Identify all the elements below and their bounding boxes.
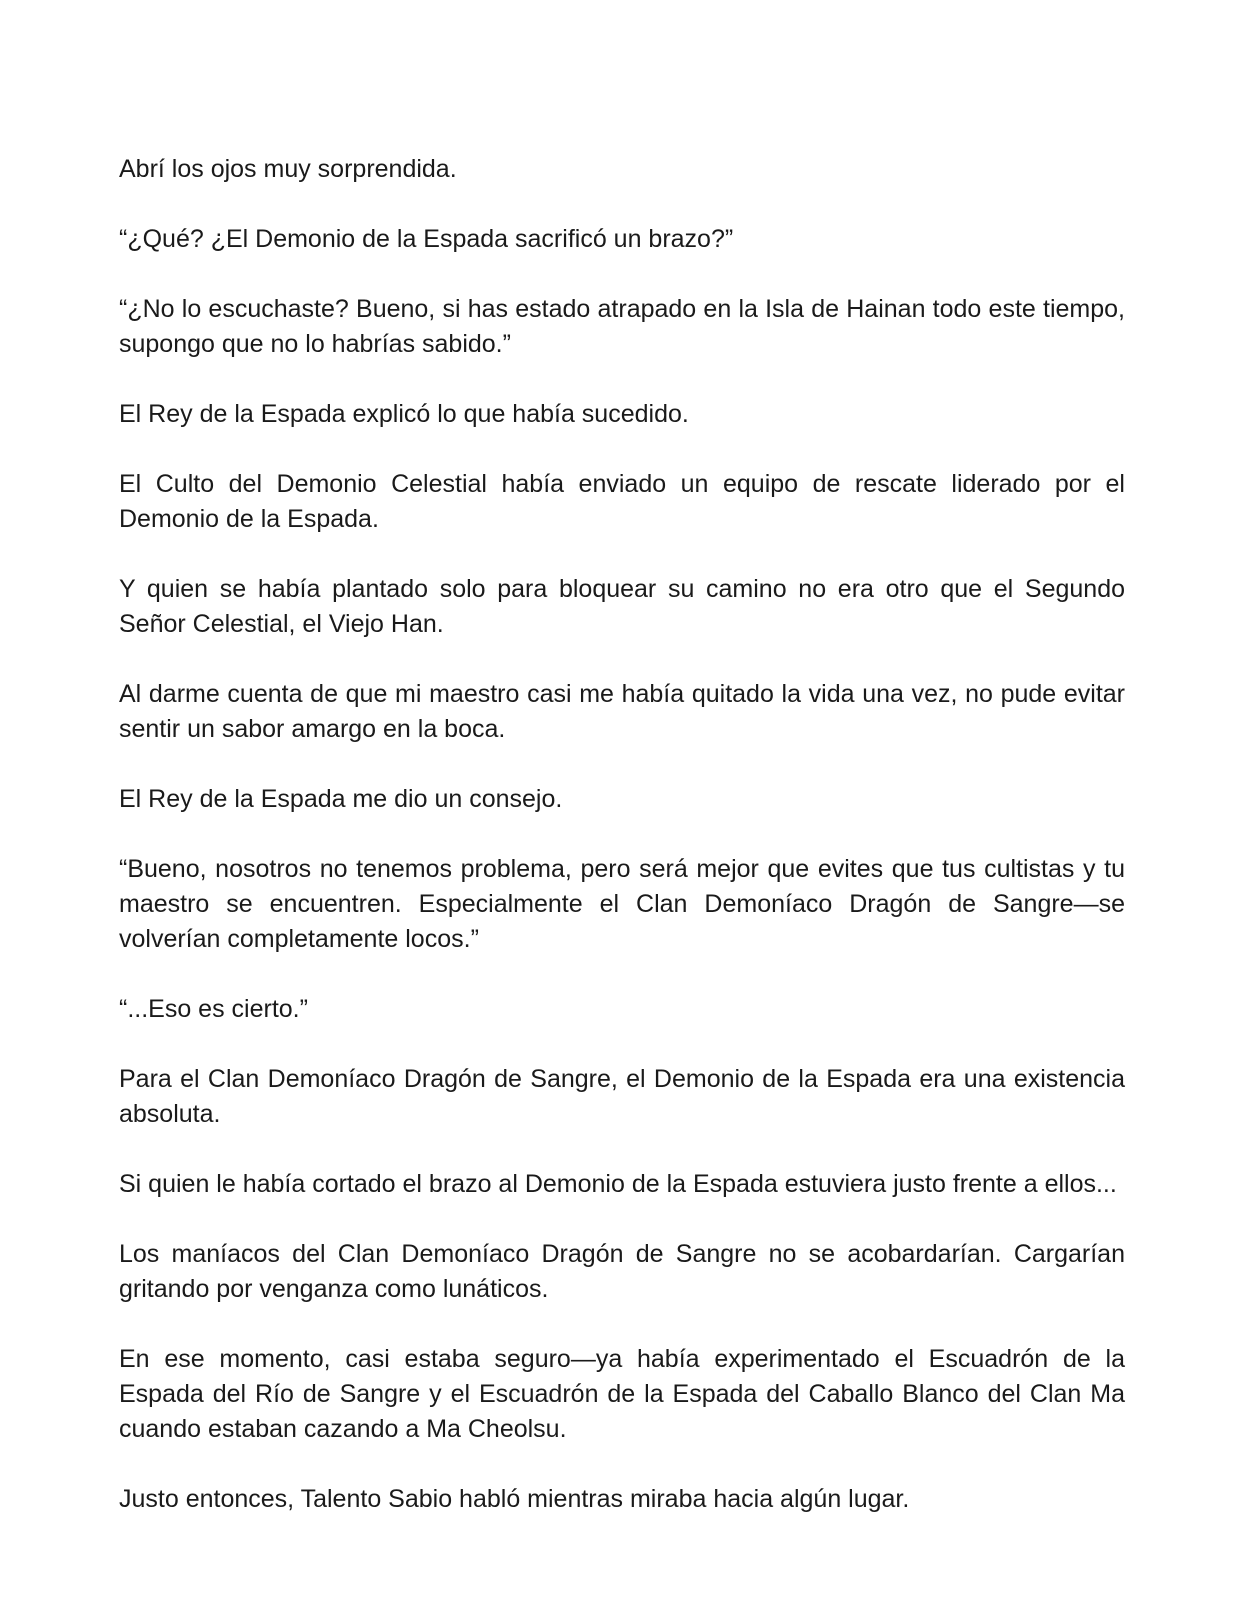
paragraph-11: Para el Clan Demoníaco Dragón de Sangre, el Demonio de la Espada era una existencia absoluta.	[119, 1065, 1125, 1128]
paragraph-12: Si quien le había cortado el brazo al Demonio de la Espada estuviera justo frente a ellos...	[119, 1170, 1117, 1198]
paragraph-13: Los maníacos del Clan Demoníaco Dragón de Sangre no se acobardarían. Cargarían gritando por venganza como lunáticos.	[119, 1240, 1125, 1303]
paragraph-3: “¿No lo escuchaste? Bueno, si has estado atrapado en la Isla de Hainan todo este tiempo, supongo que no lo habrías sabido.”	[119, 295, 1125, 358]
paragraph-2: “¿Qué? ¿El Demonio de la Espada sacrificó un brazo?”	[119, 225, 734, 253]
document-body	[119, 152, 1125, 1552]
paragraph-4: El Rey de la Espada explicó lo que había sucedido.	[119, 400, 689, 428]
paragraph-6: Y quien se había plantado solo para bloquear su camino no era otro que el Segundo Señor Celestial, el Viejo Han.	[119, 575, 1125, 638]
paragraph-14: En ese momento, casi estaba seguro—ya había experimentado el Escuadrón de la Espada del Río de Sangre y el Escuadrón de la Espada del Caballo Blanco del Clan Ma cuando estaban cazando a Ma Cheolsu.	[119, 1345, 1125, 1443]
paragraph-8: El Rey de la Espada me dio un consejo.	[119, 785, 563, 813]
paragraph-10: “...Eso es cierto.”	[119, 995, 308, 1023]
paragraph-9: “Bueno, nosotros no tenemos problema, pero será mejor que evites que tus cultistas y tu maestro se encuentren. Especialmente el Clan Demoníaco Dragón de Sangre—se volverían completamente locos.”	[119, 855, 1125, 953]
paragraph-5: El Culto del Demonio Celestial había enviado un equipo de rescate liderado por el Demonio de la Espada.	[119, 470, 1125, 533]
paragraph-7: Al darme cuenta de que mi maestro casi me había quitado la vida una vez, no pude evitar sentir un sabor amargo en la boca.	[119, 680, 1125, 743]
paragraph-15: Justo entonces, Talento Sabio habló mientras miraba hacia algún lugar.	[119, 1485, 910, 1513]
paragraph-1: Abrí los ojos muy sorprendida.	[119, 155, 457, 183]
